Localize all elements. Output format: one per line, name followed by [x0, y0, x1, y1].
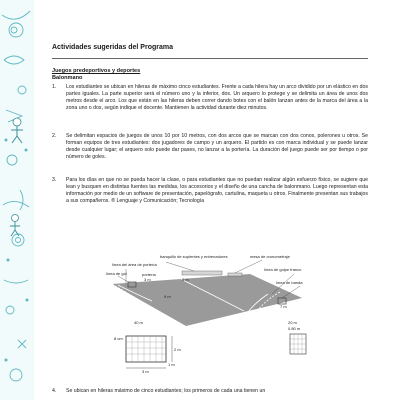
- label-goal-height: 2 m: [174, 347, 181, 352]
- activity-text: Los estudiantes se ubican en hileras de máximo cinco estudiantes. Frente a cada hilera hay un arco dividido por un elástico en dos partes iguales. La parte superior será el número uno y la inferior, dos. Un arquero lo protege y se delimita un área de unos dos metros desde el arco. Los que están en las hileras deben correr dando botes con el balón lanzan antes de la marca del área a la zona uno o dos, según indique el docente. Mantienen la actividad durante diez minutos.: [66, 84, 368, 112]
- activity-item: [52, 388, 368, 395]
- activity-text: Se ubican en hileras máximo de cinco estudiantes; los primeros de cada una tienen un: [66, 388, 266, 394]
- handball-court-figure: [104, 254, 316, 374]
- label-goal: portería: [142, 272, 156, 277]
- label-post-width: 8 cm: [114, 336, 123, 341]
- page-heading: Actividades sugeridas del Programa: [52, 44, 173, 51]
- activity-number: 3.: [52, 177, 57, 183]
- activity-number: 2.: [52, 133, 57, 139]
- label-side-line: línea de banda: [276, 280, 303, 285]
- label-20m: 20 m: [288, 320, 297, 325]
- court-surface: [112, 274, 302, 326]
- activity-text: Se delimitan espacios de juegos de unos 10 por 10 metros, con dos arcos que se marcan con dos conos, polerones u otros. Se forman equipos de tres estudiantes: dos jugadores de campo y un arquero. El partido es con marca individual y se puede lanzar desde cualquier lugar; el arquero solo puede dar pases, no lanzar a la portería. La duración del juego puede ser por tiempo o por número de goles.: [66, 133, 368, 161]
- label-table: mesa de cronometraje: [250, 254, 290, 259]
- court-diagram: [104, 254, 316, 374]
- section-subtitle: Balonmano: [52, 75, 83, 81]
- label-40m: 40 m: [134, 320, 143, 325]
- activity-item: [52, 133, 368, 161]
- doodle-border-graphic: [0, 0, 34, 400]
- net-detail: [288, 326, 306, 354]
- activity-number: 1.: [52, 84, 57, 90]
- label-goal-depth: 1 m: [168, 362, 175, 367]
- bench: [182, 271, 222, 275]
- label-7m: 7 m: [280, 304, 287, 309]
- activity-number: 4.: [52, 388, 57, 394]
- activity-text: Para los días en que no se pueda hacer la clase, o para estudiantes que no puedan realizar algún esfuerzo físico, se sugiere que lean y busquen en distintas fuentes las medidas, los accesorios y el diseño de una cancha de balonmano. Luego representan esta información por medio de un software de presentación, papelógrafo, cartulina, maqueta u otros. Finalmente presentan sus trabajos a sus compañeros. ® Lenguaje y Comunicación; Tecnología: [66, 177, 368, 205]
- label-free-throw-line: línea de golpe franco: [264, 267, 302, 272]
- label-bench: banquillo de suplentes y entrenadores: [160, 254, 228, 259]
- activity-item: [52, 177, 368, 205]
- heading-divider: [52, 58, 368, 59]
- label-9m: 9 m: [164, 294, 171, 299]
- section-title: Juegos predeportivos y deportes: [52, 68, 141, 74]
- decorative-border: [0, 0, 34, 400]
- goal-detail: [114, 336, 181, 374]
- timekeeper-table: [228, 273, 242, 276]
- label-6m: 6 m: [182, 277, 189, 282]
- activity-item: [52, 84, 368, 112]
- label-area-line: línea del área de portería: [112, 262, 157, 267]
- label-3m: 3 m: [144, 277, 151, 282]
- label-net-depth: 0.80 m: [288, 326, 301, 331]
- label-goal-line: línea de gol: [106, 271, 127, 276]
- label-goal-width: 3 m: [142, 369, 149, 374]
